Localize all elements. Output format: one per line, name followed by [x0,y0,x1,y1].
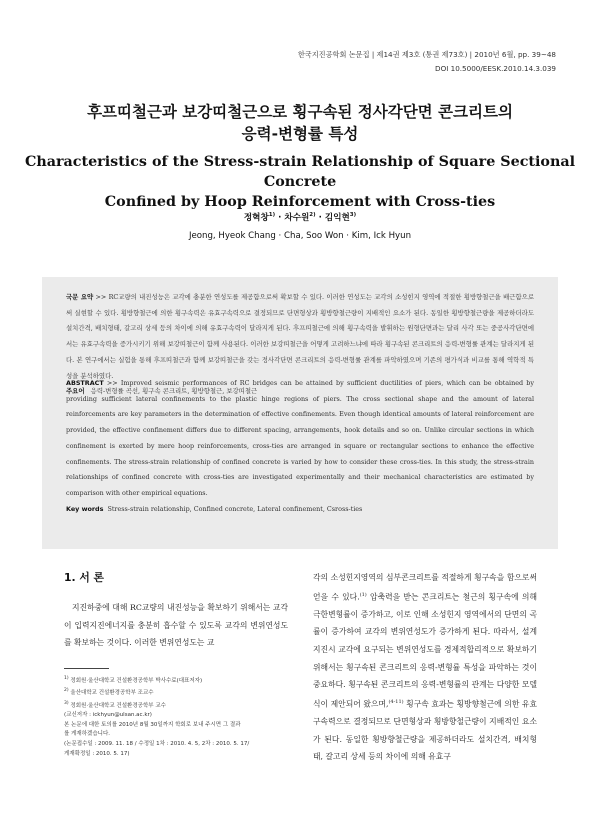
korean-abstract-label: 국문 요약 [66,293,94,301]
footnote-3 [64,699,296,711]
author-3-affiliation-mark: 3) [349,212,357,219]
left-column [64,570,288,652]
english-keywords-label: Key words [66,504,104,513]
footnote-3-mark: 3) [64,700,69,706]
english-title-line-1: Characteristics of the Stress-strain Relationship of Square Sectional Concrete [24,154,576,190]
korean-keywords: 응력-변형률 곡선, 횡구속 콘크리트, 횡방향철근, 보강띠철근 [90,387,258,396]
right-column [313,569,537,766]
korean-abstract-text: RC교량의 내진성능은 교각에 충분한 연성도를 제공함으로써 확보할 수 있다. 이러한 연성도는 교각의 소성힌지 영역에 적절한 횡방향철근을 배근함으로써 실현할 수 있다. 횡방향철근에 의한 횡구속력은 유효구속력으로 결정되므로 단면형상과 횡방향철근량이 지배적인 요소가 된다. 동일한 횡방향철근량을 제공하더라도 설치간격, 배치형태, 갈고리 상세 등의 차이에 의해 유효구속력이 달라지게 된다. 후프띠철근에 의해 횡구속력을 발휘하는 원형단면과는 달리 사각 또는 중공사각단면에서는 유효구속력을 증가시키기 위해 보강띠철근이 함께 사용된다. 이러한 보강띠철근을 어떻게 고려하느냐에 따라 횡구속된 콘크리트의 응력-변형률 관계는 달라지게 된다. 본 연구에서는 실험을 통해 후프띠철근과 함께 보강띠철근을 갖는 정사각단면 콘크리트의 응력-변형률 관계를 파악하였으며 기존의 평가식과 비교를 통해 역학적 특성을 분석하였다. [66,293,534,380]
submission-dates-1: (논문접수일 : 2009. 11. 18 / 수정일 1차 : 2010. 4. 5, 2차 : 2010. 5. 17/ [64,741,250,748]
intro-paragraph-right [313,569,537,766]
author-1: 정혁창 [243,213,269,223]
citation-ref: (1) [359,591,367,598]
journal-header [298,48,556,76]
intro-text-b: 압축력을 받는 콘크리트는 철근의 횡구속에 의해 극한변형률이 증가하고, 이로 인해 소성힌지 영역에서의 단면의 곡률이 증가하여 교각의 변위연성도가 증가하게 된다. 따라서, 설계 지진시 교각에 요구되는 변위연성도를 경제적합리적으로 확보하기 위해서는 횡구속된 콘크리트의 응력-변형률 특성을 파악하는 것이 중요하다. 횡구속된 콘크리트의 응력-변형률의 관계는 다양한 모델식이 제안되어 왔으며, [313,592,537,709]
discussion-note-1: 본 논문에 대한 토의를 2010년 8월 30일까지 학회로 보내 주시면 그 결과 [64,721,241,728]
intro-paragraph-left: 지진하중에 대해 RC교량의 내진성능을 확보하기 위해서는 교각이 입력지진에너지를 충분히 흡수할 수 있도록 교각의 변위연성도를 확보하는 것이다. 이러한 변위연성도는 교 [64,603,288,648]
journal-citation: 한국지진공학회 논문집 | 제14권 제3호 (통권 제73호) | 2010년 6월, pp. 39~48 [297,50,556,59]
korean-title [0,101,600,145]
citation-ref: (4-11) [388,698,404,705]
footnote-1-text: 정회원·울산대학교 건설환경공학부 박사수료(대표저자) [70,677,203,684]
author-1-affiliation-mark: 1) [268,212,276,219]
abstract-arrow: >> [95,293,107,301]
author-separator: · [318,213,322,223]
corresponding-author: (교신저자 : ickhyun@ulsan.ac.kr) [64,712,152,719]
author-2-affiliation-mark: 2) [309,212,316,219]
doi: DOI 10.5000/EESK.2010.14.3.039 [435,64,556,73]
footnote-2-text: 울산대학교 건설환경공학부 조교수 [70,690,154,697]
english-title [0,152,600,212]
submission-dates-2: 게재확정일 : 2010. 5. 17) [64,750,130,757]
footnote-1-mark: 1) [64,676,69,681]
footnote-1 [64,674,296,686]
english-title-line-2: Confined by Hoop Reinforcement with Cross-ties [104,194,496,210]
footnote-2-mark: 2) [64,688,69,694]
footnote-2 [64,686,296,698]
korean-title-line-2: 응력-변형률 특성 [241,125,359,143]
korean-title-line-1: 후프띠철근과 보강띠철근으로 횡구속된 정사각단면 콘크리트의 [87,103,513,121]
authors-korean [0,211,600,223]
author-separator: · [278,213,282,223]
footnote-3-text: 정회원·울산대학교 건설환경공학부 교수 [70,702,166,709]
section-heading: 1. 서 론 [64,571,104,584]
intro-text-a: 각의 소성힌지영역의 심부콘크리트를 적절하게 횡구속을 함으로써 얻을 수 있다. [313,573,537,602]
authors-english: Jeong, Hyeok Chang · Cha, Soo Won · Kim, Ick Hyun [188,231,412,241]
author-3: 김익현 [324,213,350,223]
english-abstract-text: Improved seismic performances of RC bridges can be attained by sufficient ductilities of piers, which can be obtained by providing sufficient lateral confinements to the plastic hinge regions of piers. The cross sectional shape and the amount of lateral reinforcements are key parameters in the determination of effective confinements. Even though identical amounts of lateral reinforcement are provided, the effective confinement differs due to different spacing, arrangements, hook details and so on. Unlike circular sections in which confinement is exerted by mere hoop reinforcements, cross-ties are arranged in square or rectangular sections to enhance the effective confinements. The stress-strain relationship of confined concrete is varied by how to consider these cross-ties. In this study, the stress-strain relationships of confined concrete with cross-ties are investigated experimentally and their mechanical characteristics are estimated by comparison with other empirical equations. [66,379,534,497]
footnote-divider [64,668,109,669]
abstract-arrow: >> [106,379,118,387]
footnotes [64,674,296,759]
english-abstract-label: ABSTRACT [66,379,104,387]
author-2: 차수원 [284,213,310,223]
english-abstract [66,376,534,517]
english-keywords: Stress-strain relationship, Confined concrete, Lateral confinement, Csross-ties [107,504,363,513]
korean-keywords-label: 주요어 [66,387,85,396]
intro-text-c: 횡구속 효과는 횡방향철근에 의한 유효구속력으로 결정되므로 단면형상과 횡방향철근량이 지배적인 요소가 된다. 동일한 횡방향철근량을 제공하더라도 설치간격, 배치형태, 갈고리 상세 등의 차이에 의해 유효구 [313,699,537,762]
discussion-note-2: 를 게재하겠습니다. [64,731,111,738]
